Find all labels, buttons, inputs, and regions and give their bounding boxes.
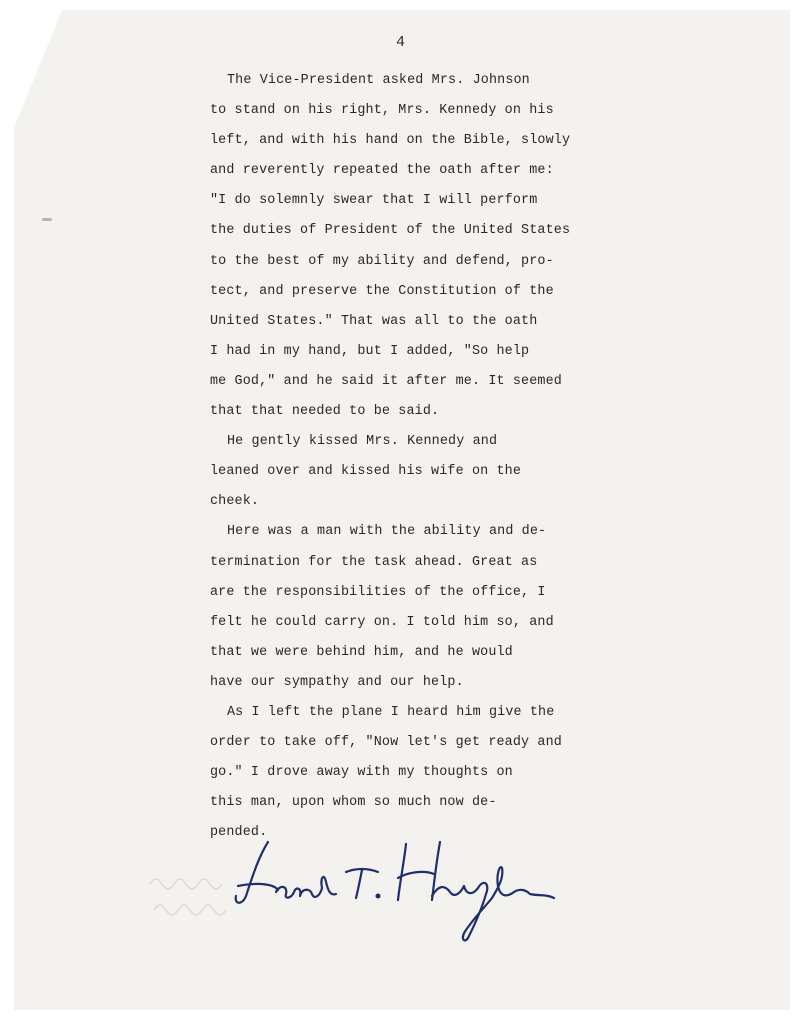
text-line: this man, upon whom so much now de- — [210, 795, 497, 811]
paper-smudge — [42, 218, 52, 221]
text-line: me God," and he said it after me. It seemed — [210, 373, 562, 389]
text-line: order to take off, "Now let's get ready and — [210, 735, 562, 751]
text-line: and reverently repeated the oath after me: — [210, 163, 554, 179]
text-line: He gently kissed Mrs. Kennedy and — [227, 434, 498, 450]
text-line: felt he could carry on. I told him so, and — [210, 614, 554, 630]
signature — [228, 838, 568, 948]
text-line: pended. — [210, 825, 268, 841]
text-line: to stand on his right, Mrs. Kennedy on his — [210, 103, 554, 119]
text-line: I had in my hand, but I added, "So help — [210, 343, 530, 359]
text-line: As I left the plane I heard him give the — [227, 704, 555, 720]
text-line: go." I drove away with my thoughts on — [210, 765, 513, 781]
text-line: left, and with his hand on the Bible, slowly — [210, 133, 571, 149]
text-line: United States." That was all to the oath — [210, 313, 538, 329]
text-line: cheek. — [210, 494, 260, 510]
text-line: that we were behind him, and he would — [210, 644, 513, 660]
text-line: Here was a man with the ability and de- — [227, 524, 547, 540]
text-line: The Vice-President asked Mrs. Johnson — [227, 73, 530, 88]
text-line: are the responsibilities of the office, I — [210, 584, 546, 600]
text-line: to the best of my ability and defend, pro- — [210, 253, 554, 269]
text-line: "I do solemnly swear that I will perform — [210, 193, 538, 209]
letter-body — [210, 66, 570, 848]
page-number: 4 — [396, 34, 406, 51]
text-line: the duties of President of the United States — [210, 223, 571, 239]
text-line: have our sympathy and our help. — [210, 674, 464, 690]
text-line: termination for the task ahead. Great as — [210, 554, 538, 570]
text-line: that that needed to be said. — [210, 404, 440, 420]
text-line: tect, and preserve the Constitution of the — [210, 283, 554, 299]
text-line: leaned over and kissed his wife on the — [210, 464, 522, 480]
